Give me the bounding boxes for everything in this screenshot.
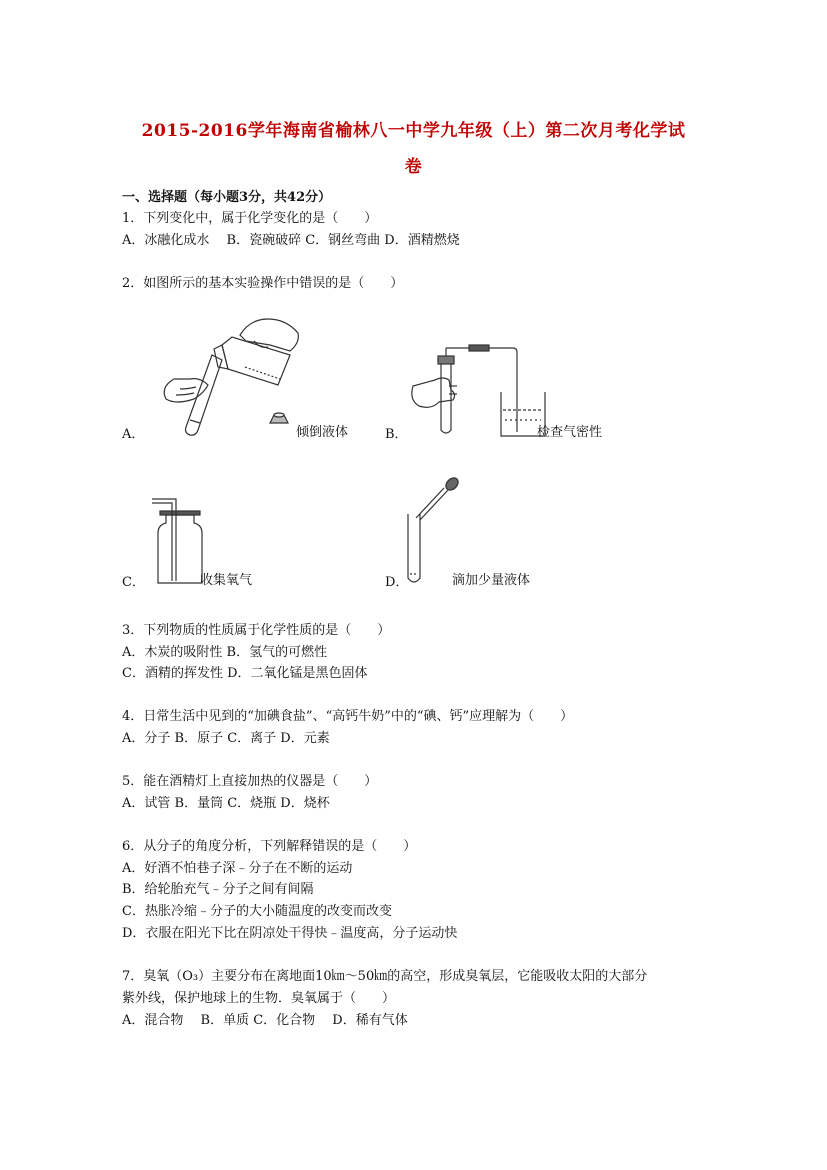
q6-option-d: D．衣服在阳光下比在阴凉处干得快﹣温度高，分子运动快: [122, 926, 458, 941]
q7-stem-line2: 紫外线，保护地球上的生物．臭氧属于（ ）: [122, 991, 396, 1006]
q5-options: A．试管 B．量筒 C．烧瓶 D．烧杯: [122, 796, 330, 811]
q2-option-a-caption: 倾倒液体: [296, 425, 349, 440]
q2-option-c-caption: 收集氧气: [200, 573, 253, 588]
q1-stem: 1．下列变化中，属于化学变化的是（ ）: [122, 211, 378, 226]
q2-option-a-letter: A．: [122, 427, 145, 442]
q6-option-c: C．热胀冷缩﹣分子的大小随温度的改变而改变: [122, 904, 392, 919]
q7-options: A．混合物 B．单质 C．化合物 D．稀有气体: [122, 1013, 408, 1028]
section-heading: 一、选择题（每小题3分，共42分）: [122, 190, 332, 205]
q3-stem: 3．下列物质的性质属于化学性质的是（ ）: [122, 623, 391, 638]
q2-stem: 2．如图所示的基本实验操作中错误的是（ ）: [122, 276, 404, 291]
q2-option-b-letter: B．: [385, 427, 408, 442]
q1-options: A．冰融化成水 B．瓷碗破碎 C．钢丝弯曲 D．酒精燃烧: [122, 233, 460, 248]
q3-options-row1: A．木炭的吸附性 B．氢气的可燃性: [122, 645, 328, 660]
q6-stem: 6．从分子的角度分析，下列解释错误的是（ ）: [122, 839, 417, 854]
q6-option-b: B．给轮胎充气﹣分子之间有间隔: [122, 882, 314, 897]
q2-option-d-letter: D．: [385, 575, 409, 590]
page-title-line1: 2015-2016学年海南省榆林八一中学九年级（上）第二次月考化学试: [141, 121, 686, 141]
q4-options: A．分子 B．原子 C．离子 D．元素: [122, 731, 330, 746]
q5-stem: 5．能在酒精灯上直接加热的仪器是（ ）: [122, 774, 378, 789]
q7-stem-line1: 7．臭氧（O₃）主要分布在离地面10㎞～50㎞的高空，形成臭氧层，它能吸收太阳的大部分: [122, 969, 648, 984]
q3-options-row2: C．酒精的挥发性 D．二氧化锰是黑色固体: [122, 666, 368, 681]
q2-option-b-caption: 检查气密性: [537, 425, 603, 440]
q6-option-a: A．好酒不怕巷子深﹣分子在不断的运动: [122, 861, 353, 876]
airtightness-figure: [405, 340, 550, 440]
q4-stem: 4．日常生活中见到的“加碘食盐”、“高钙牛奶”中的“碘、钙”应理解为（ ）: [122, 709, 574, 724]
pouring-liquid-figure: [150, 315, 300, 440]
q2-option-d-caption: 滴加少量液体: [452, 573, 531, 588]
page-title-line2: 卷: [404, 157, 423, 177]
q2-option-c-letter: C．: [122, 575, 145, 590]
